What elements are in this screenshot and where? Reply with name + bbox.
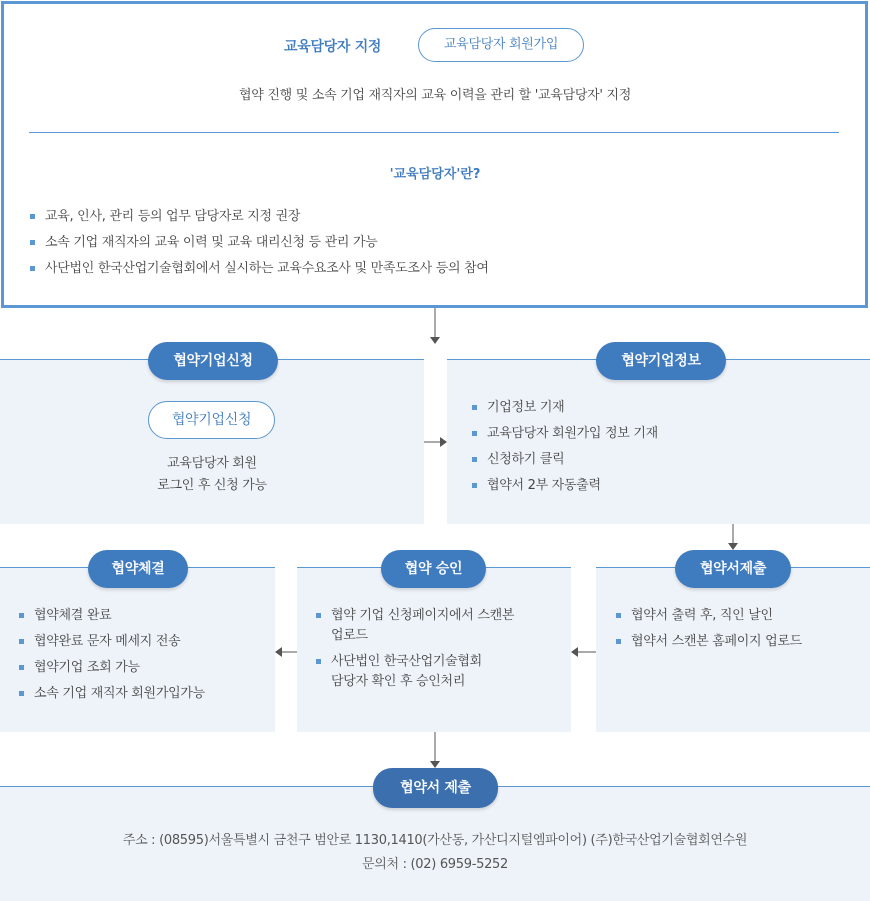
bullet-icon xyxy=(30,266,35,271)
bullet-icon xyxy=(616,639,621,644)
final-submission-badge: 협약서 제출 xyxy=(373,768,498,808)
list-item: 협약서 스캔본 홈페이지 업로드 xyxy=(616,632,802,658)
approval-list xyxy=(316,606,514,698)
list-item: 협약기업 조회 가능 xyxy=(19,658,205,684)
bullet-icon xyxy=(472,483,477,488)
contact-phone: 문의처 : (02) 6959-5252 xyxy=(362,857,508,872)
apply-note: 교육담당자 회원 로그인 후 신청 가능 xyxy=(157,456,267,493)
list-item: 소속 기업 재직자의 교육 이력 및 교육 대리신청 등 관리 가능 xyxy=(30,233,489,259)
list-item: 교육담당자 회원가입 정보 기재 xyxy=(472,424,658,450)
conclusion-badge: 협약체결 xyxy=(88,550,188,588)
bullet-icon xyxy=(19,691,24,696)
company-info-badge: 협약기업정보 xyxy=(596,342,726,380)
bullet-icon xyxy=(316,659,321,664)
arrow-left-icon xyxy=(275,646,297,658)
apply-badge: 협약기업신청 xyxy=(148,342,278,380)
manager-definition-heading: '교육담당자'란? xyxy=(389,167,481,182)
list-item: 협약완료 문자 메세지 전송 xyxy=(19,632,205,658)
arrow-right-icon xyxy=(424,436,448,448)
list-item: 사단법인 한국산업기술협회 담당자 확인 후 승인처리 xyxy=(316,652,514,692)
list-item: 소속 기업 재직자 회원가입가능 xyxy=(19,684,205,710)
bullet-icon xyxy=(316,613,321,618)
divider xyxy=(29,132,839,133)
bullet-icon xyxy=(616,613,621,618)
list-item: 사단법인 한국산업기술협회에서 실시하는 교육수요조사 및 만족도조사 등의 참여 xyxy=(30,259,489,285)
designation-description: 협약 진행 및 소속 기업 재직자의 교육 이력을 관리 할 '교육담당자' 지정 xyxy=(239,88,631,103)
submit-document-list xyxy=(616,606,802,658)
bullet-icon xyxy=(30,240,35,245)
bullet-icon xyxy=(472,431,477,436)
arrow-down-icon xyxy=(429,308,441,346)
conclusion-list xyxy=(19,606,205,710)
submit-document-badge: 협약서제출 xyxy=(675,550,791,588)
bullet-icon xyxy=(472,457,477,462)
approval-badge: 협약 승인 xyxy=(381,550,486,588)
bullet-icon xyxy=(30,214,35,219)
list-item: 협약체결 완료 xyxy=(19,606,205,632)
arrow-left-icon xyxy=(571,646,596,658)
manager-signup-button[interactable]: 교육담당자 회원가입 xyxy=(418,28,584,62)
manager-definition-list xyxy=(30,207,489,285)
list-item: 협약서 2부 자동출력 xyxy=(472,476,658,502)
arrow-down-icon xyxy=(727,524,739,552)
address-text: 주소 : (08595)서울특별시 금천구 범안로 1130,1410(가산동, 가산디지털엠파이어) (주)한국산업기술협회연수원 xyxy=(122,833,748,848)
bullet-icon xyxy=(19,639,24,644)
list-item: 교육, 인사, 관리 등의 업무 담당자로 지정 권장 xyxy=(30,207,489,233)
designation-title: 교육담당자 지정 xyxy=(284,39,382,55)
bullet-icon xyxy=(19,613,24,618)
apply-panel xyxy=(0,359,424,524)
apply-button[interactable]: 협약기업신청 xyxy=(148,401,275,439)
bullet-icon xyxy=(19,665,24,670)
list-item: 기업정보 기재 xyxy=(472,398,658,424)
list-item: 협약 기업 신청페이지에서 스캔본 업로드 xyxy=(316,606,514,646)
bullet-icon xyxy=(472,405,477,410)
company-info-list xyxy=(472,398,658,502)
list-item: 신청하기 클릭 xyxy=(472,450,658,476)
arrow-down-icon xyxy=(429,732,441,770)
list-item: 협약서 출력 후, 직인 날인 xyxy=(616,606,802,632)
